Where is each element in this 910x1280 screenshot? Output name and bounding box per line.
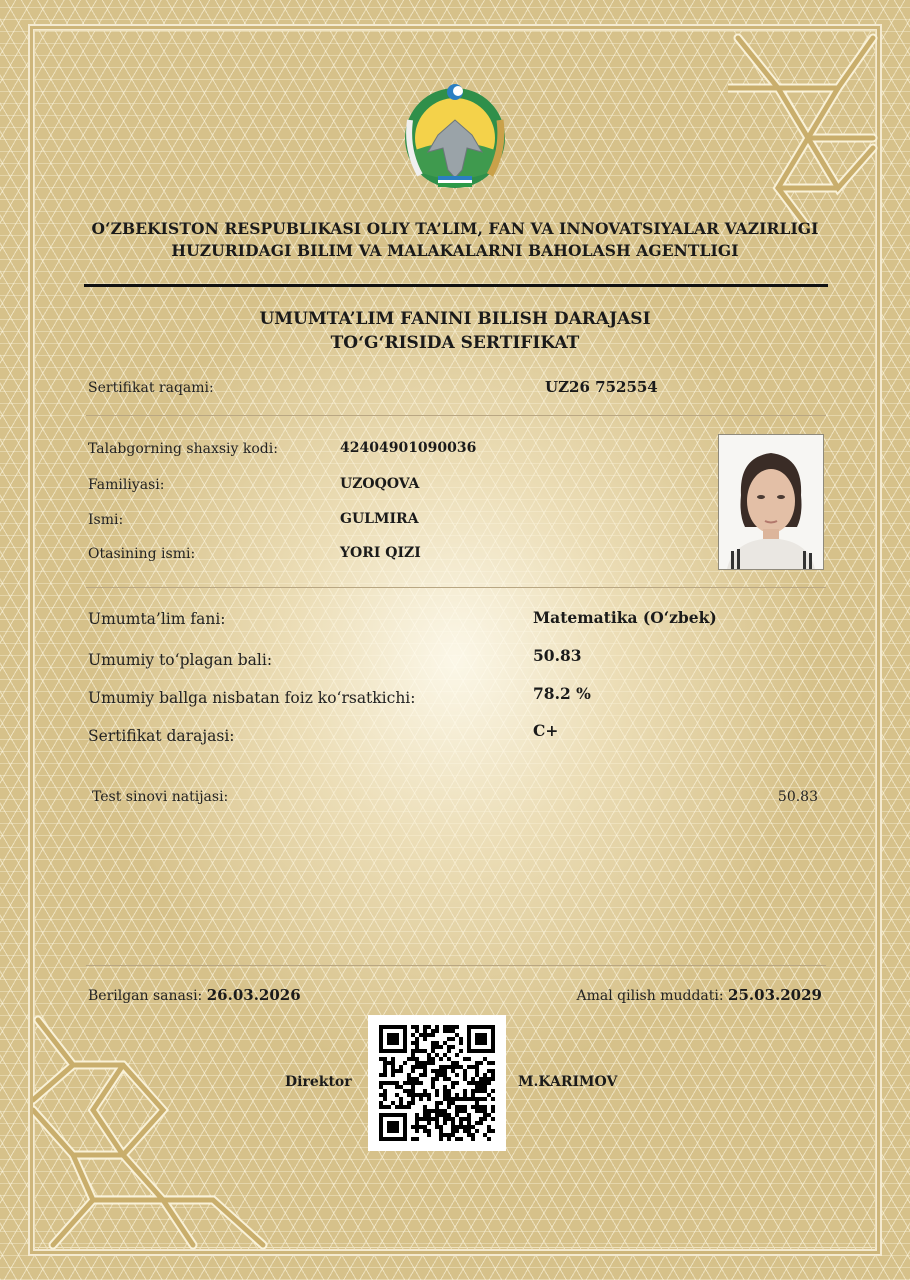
surname-value: UZOQOVA	[340, 476, 420, 492]
personal-code-value: 42404901090036	[340, 440, 477, 456]
qr-code-icon	[368, 1015, 506, 1151]
director-label: Direktor	[285, 1074, 352, 1090]
personal-code-label: Talabgorning shaxsiy kodi:	[88, 441, 278, 457]
state-emblem-icon	[398, 80, 512, 192]
surname-label: Familiyasi:	[88, 477, 165, 493]
first-name-label: Ismi:	[88, 512, 124, 528]
total-score-value: 50.83	[533, 646, 582, 665]
test-result-value: 50.83	[777, 789, 818, 805]
test-result-label: Test sinovi natijasi:	[92, 789, 229, 805]
certificate-number-label: Sertifikat raqami:	[88, 380, 214, 396]
portrait-image	[719, 435, 823, 569]
issuing-organization	[60, 218, 850, 262]
total-score-label: Umumiy to‘plagan bali:	[88, 651, 273, 669]
org-line-1: O‘ZBEKISTON RESPUBLIKASI OLIY TA’LIM, FAN VA INNOVATSIYALAR VAZIRLIGI	[91, 219, 819, 238]
applicant-photo	[718, 434, 824, 570]
issue-date	[88, 986, 301, 1004]
validity-date	[577, 986, 823, 1004]
certificate-title	[200, 307, 710, 355]
patronymic-value: YORI QIZI	[340, 545, 421, 561]
patronymic-label: Otasining ismi:	[88, 546, 196, 562]
divider	[86, 965, 826, 966]
title-line-1: UMUMTA’LIM FANINI BILISH DARAJASI	[259, 309, 651, 329]
first-name-value: GULMIRA	[340, 511, 419, 527]
subject-value: Matematika (O‘zbek)	[533, 608, 717, 627]
org-line-2: HUZURIDAGI BILIM VA MALAKALARNI BAHOLASH AGENTLIGI	[171, 241, 739, 260]
divider	[86, 415, 826, 416]
issue-date-label: Berilgan sanasi:	[88, 988, 203, 1004]
certificate-level-value: C+	[533, 721, 559, 740]
header-divider	[84, 284, 828, 287]
divider	[86, 587, 826, 588]
certificate-level-label: Sertifikat darajasi:	[88, 727, 235, 745]
validity-date-value: 25.03.2029	[728, 986, 822, 1004]
corner-ornament-bottom-left	[33, 1010, 273, 1250]
verification-qr-code[interactable]	[368, 1015, 506, 1151]
certificate-number-value: UZ26 752554	[545, 378, 658, 396]
percentage-label: Umumiy ballga nisbatan foiz ko‘rsatkichi:	[88, 689, 416, 707]
percentage-value: 78.2 %	[533, 684, 591, 703]
corner-ornament-top-right	[728, 28, 878, 228]
subject-label: Umumta’lim fani:	[88, 610, 226, 628]
validity-date-label: Amal qilish muddati:	[576, 988, 724, 1004]
issue-date-value: 26.03.2026	[206, 986, 301, 1004]
title-line-2: TO‘G‘RISIDA SERTIFIKAT	[330, 333, 580, 353]
director-name: M.KARIMOV	[518, 1074, 618, 1090]
